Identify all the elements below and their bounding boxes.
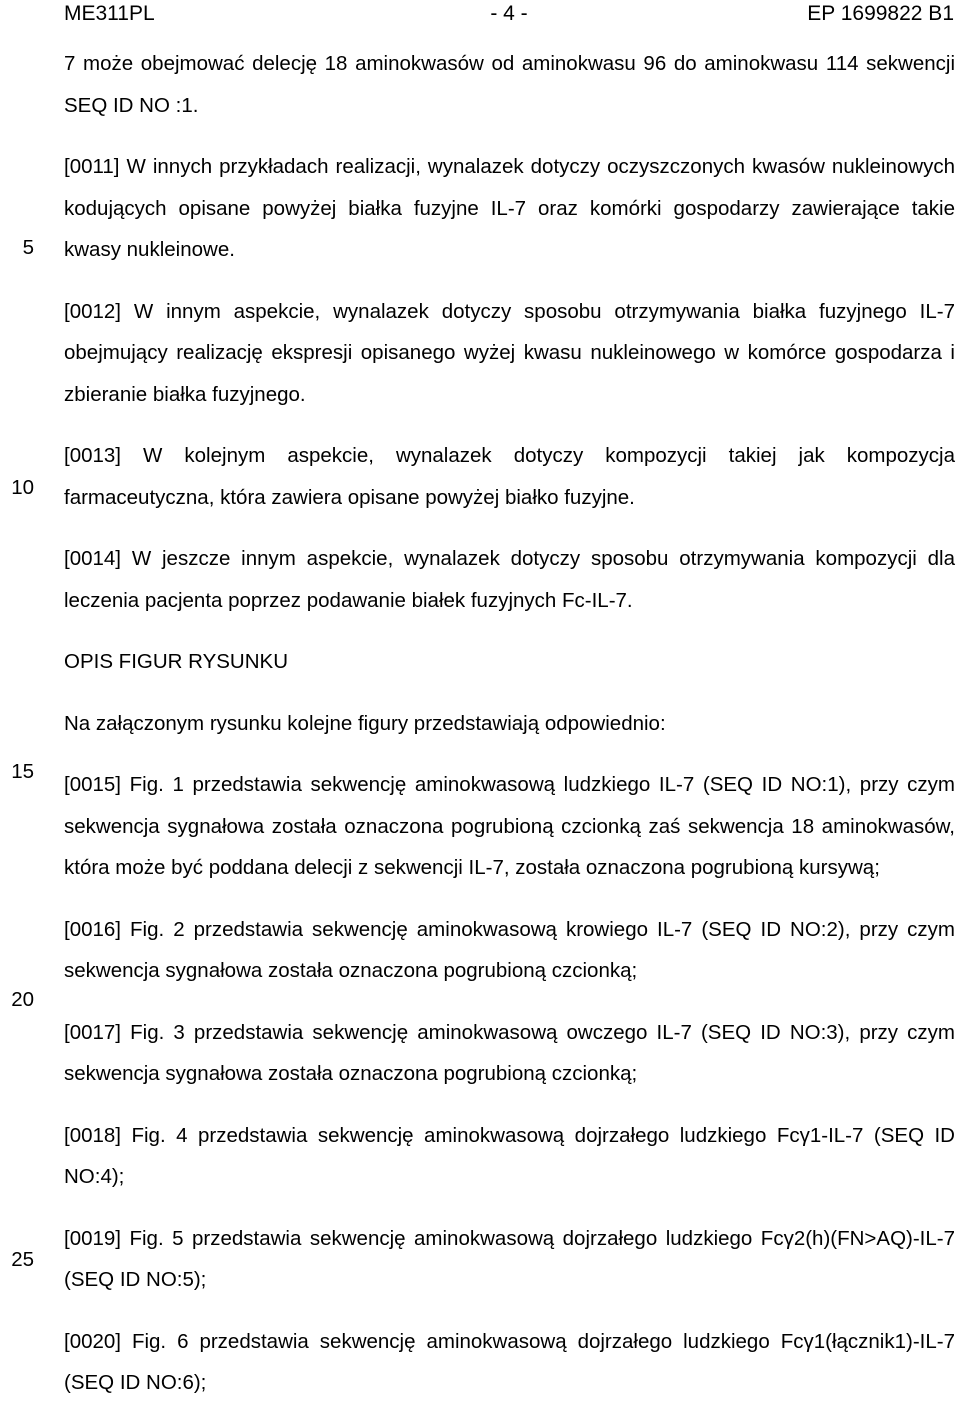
line-number-20: 20 <box>11 988 34 1011</box>
section-heading: OPIS FIGUR RYSUNKU <box>64 650 289 673</box>
line-number-10: 10 <box>11 476 34 499</box>
paragraph-0019: [0019] Fig. 5 przedstawia sekwencję aminokwasową dojrzałego ludzkiego Fcγ2(h)(FN>AQ)-IL-7 (SEQ ID NO:5); <box>64 1226 955 1291</box>
patent-number: EP 1699822 B1 <box>807 2 954 25</box>
line-number-25: 25 <box>11 1248 34 1271</box>
document-code: ME311PL <box>64 2 155 25</box>
figures-intro: Na załączonym rysunku kolejne figury przedstawiają odpowiednio: <box>64 711 666 735</box>
paragraph-continuation: 7 może obejmować delecję 18 aminokwasów od aminokwasu 96 do aminokwasu 114 sekwencji SEQ ID NO :1. <box>64 52 955 117</box>
paragraph-0016: [0016] Fig. 2 przedstawia sekwencję aminokwasową krowiego IL-7 (SEQ ID NO:2), przy czym sekwencja sygnałowa została oznaczona pogrubioną czcionką; <box>64 917 955 982</box>
paragraph-0020: [0020] Fig. 6 przedstawia sekwencję aminokwasową dojrzałego ludzkiego Fcγ1(łącznik1)-IL-7 (SEQ ID NO:6); <box>64 1329 955 1394</box>
paragraph-0012: [0012] W innym aspekcie, wynalazek dotyczy sposobu otrzymywania białka fuzyjnego IL-7 obejmujący realizację ekspresji opisanego wyżej kwasu nukleinowego w komórce gospodarza i zbieranie białka fuzyjnego. <box>64 299 955 406</box>
paragraph-0011: [0011] W innych przykładach realizacji, wynalazek dotyczy oczyszczonych kwasów nukleinowych kodujących opisane powyżej białka fuzyjne IL-7 oraz komórki gospodarzy zawierające takie kwasy nukleinowe. <box>64 155 955 261</box>
paragraph-0015: [0015] Fig. 1 przedstawia sekwencję aminokwasową ludzkiego IL-7 (SEQ ID NO:1), przy czym sekwencja sygnałowa została oznaczona pogrubioną czcionką zaś sekwencja 18 aminokwasów, która może być poddana delecji z sekwencji IL-7, została oznaczona pogrubioną kursywą; <box>64 773 955 879</box>
line-number-5: 5 <box>22 236 34 259</box>
page-header <box>64 0 954 28</box>
paragraph-0014: [0014] W jeszcze innym aspekcie, wynalazek dotyczy sposobu otrzymywania kompozycji dla leczenia pacjenta poprzez podawanie białek fuzyjnych Fc-IL-7. <box>64 547 955 612</box>
paragraph-0018: [0018] Fig. 4 przedstawia sekwencję aminokwasową dojrzałego ludzkiego Fcγ1-IL-7 (SEQ ID NO:4); <box>64 1123 955 1188</box>
line-number-15: 15 <box>11 760 34 783</box>
paragraph-0013: [0013] W kolejnym aspekcie, wynalazek dotyczy kompozycji takiej jak kompozycja farmaceutyczna, która zawiera opisane powyżej białko fuzyjne. <box>64 444 955 509</box>
paragraph-0017: [0017] Fig. 3 przedstawia sekwencję aminokwasową owczego IL-7 (SEQ ID NO:3), przy czym sekwencja sygnałowa została oznaczona pogrubioną czcionką; <box>64 1020 955 1085</box>
document-body <box>64 43 955 1404</box>
page-number: - 4 - <box>490 2 528 25</box>
